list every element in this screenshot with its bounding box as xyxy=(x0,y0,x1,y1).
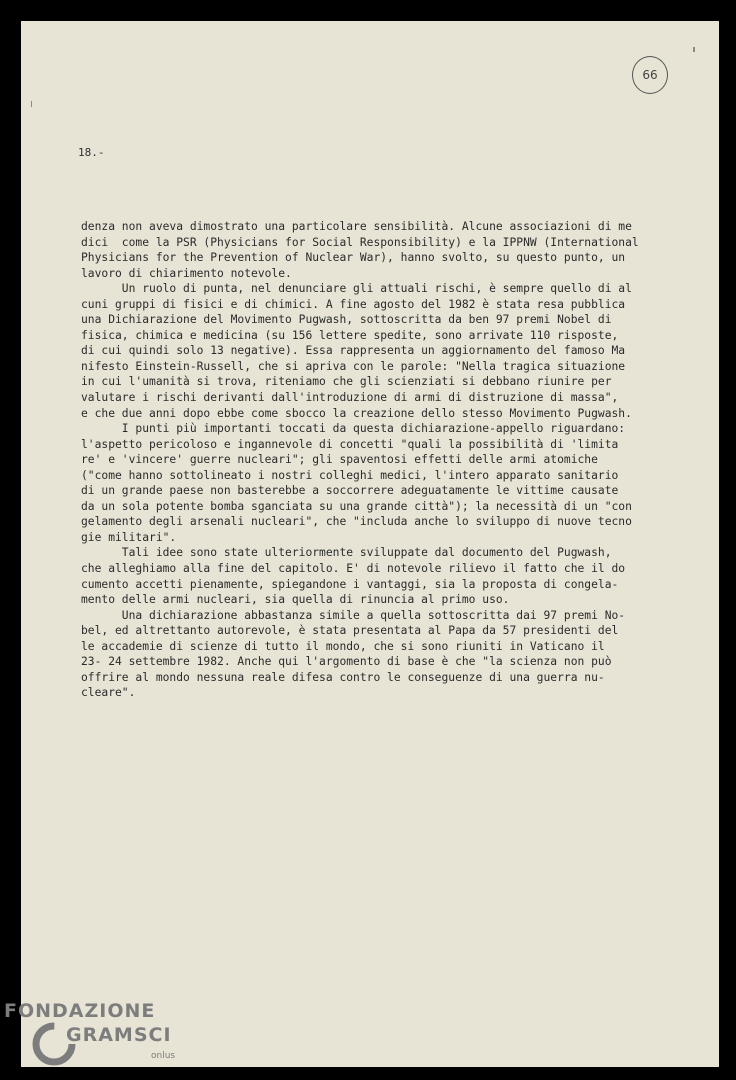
archive-number: 66 xyxy=(642,68,658,82)
text-line: Una dichiarazione abbastanza simile a quella sottoscritta dai 97 premi No- xyxy=(81,608,626,622)
text-line: di cui quindi solo 13 negative). Essa rappresenta un aggiornamento del famoso Ma xyxy=(81,344,626,358)
document-page xyxy=(21,21,719,1067)
text-line: re' e 'vincere' guerre nucleari"; gli spaventosi effetti delle armi atomiche xyxy=(81,453,598,467)
text-line: I punti più importanti toccati da questa dichiarazione-appello riguardano: xyxy=(81,422,626,436)
text-line: di un grande paese non basterebbe a soccorrere adeguatamente le vittime causate xyxy=(81,484,619,498)
text-line: nifesto Einstein-Russell, che si apriva con le parole: "Nella tragica situazione xyxy=(81,359,626,373)
text-line: bel, ed altrettanto autorevole, è stata presentata al Papa da 57 presidenti del xyxy=(81,624,619,638)
text-line: una Dichiarazione del Movimento Pugwash, sottoscritta da ben 97 premi Nobel di xyxy=(81,313,612,327)
text-line: gelamento degli arsenali nucleari", che "includa anche lo sviluppo di nuove tecno xyxy=(81,515,632,529)
text-line: che alleghiamo alla fine del capitolo. E' di notevole rilievo il fatto che il do xyxy=(81,562,626,576)
logo-line-3: onlus xyxy=(151,1051,176,1061)
text-line: Tali idee sono state ulteriormente sviluppate dal documento del Pugwash, xyxy=(81,546,612,560)
body-text xyxy=(81,219,641,701)
logo-line-1: FONDAZIONE xyxy=(4,1000,156,1022)
text-line: le accademie di scienze di tutto il mondo, che si sono riuniti in Vaticano il xyxy=(81,639,605,653)
text-line: Un ruolo di punta, nel denunciare gli attuali rischi, è sempre quello di al xyxy=(81,282,632,296)
text-line: cumento accetti pienamente, spiegandone i vantaggi, sia la proposta di congela- xyxy=(81,577,619,591)
text-line: dici come la PSR (Physicians for Social Responsibility) e la IPPNW (International xyxy=(81,235,639,249)
text-line: valutare i rischi derivanti dall'introduzione di armi di distruzione di massa", xyxy=(81,391,619,405)
text-line: cleare". xyxy=(81,686,136,700)
text-line: lavoro di chiarimento notevole. xyxy=(81,266,292,280)
text-line: e che due anni dopo ebbe come sbocco la creazione dello stesso Movimento Pugwash. xyxy=(81,406,632,420)
text-line: 23- 24 settembre 1982. Anche qui l'argomento di base è che "la scienza non può xyxy=(81,655,612,669)
text-line: cuni gruppi di fisici e di chimici. A fine agosto del 1982 è stata resa pubblica xyxy=(81,297,626,311)
text-line: gie militari". xyxy=(81,530,177,544)
text-line: l'aspetto pericoloso e ingannevole di concetti "quali la possibilità di 'limita xyxy=(81,437,619,451)
text-line: in cui l'umanità si trova, riteniamo che gli scienziati si debbano riunire per xyxy=(81,375,612,389)
text-line: Physicians for the Prevention of Nuclear War), hanno svolto, su questo punto, un xyxy=(81,251,626,265)
fondazione-gramsci-logo xyxy=(4,1000,184,1078)
text-line: ("come hanno sottolineato i nostri colleghi medici, l'intero apparato sanitario xyxy=(81,468,619,482)
text-line: mento delle armi nucleari, sia quella di rinuncia al primo uso. xyxy=(81,593,510,607)
text-line: denza non aveva dimostrato una particolare sensibilità. Alcune associazioni di me xyxy=(81,220,632,233)
paper-mark xyxy=(31,101,32,107)
archive-number-stamp xyxy=(632,56,668,94)
page-number: 18.- xyxy=(78,146,105,159)
paper-mark xyxy=(693,47,695,52)
text-line: offrire al mondo nessuna reale difesa contro le conseguenze di una guerra nu- xyxy=(81,670,605,684)
text-line: fisica, chimica e medicina (su 156 lettere spedite, sono arrivate 110 risposte, xyxy=(81,328,619,342)
text-line: da un sola potente bomba sganciata su una grande città"); la necessità di un "con xyxy=(81,499,632,513)
logo-line-2: GRAMSCI xyxy=(66,1024,172,1046)
